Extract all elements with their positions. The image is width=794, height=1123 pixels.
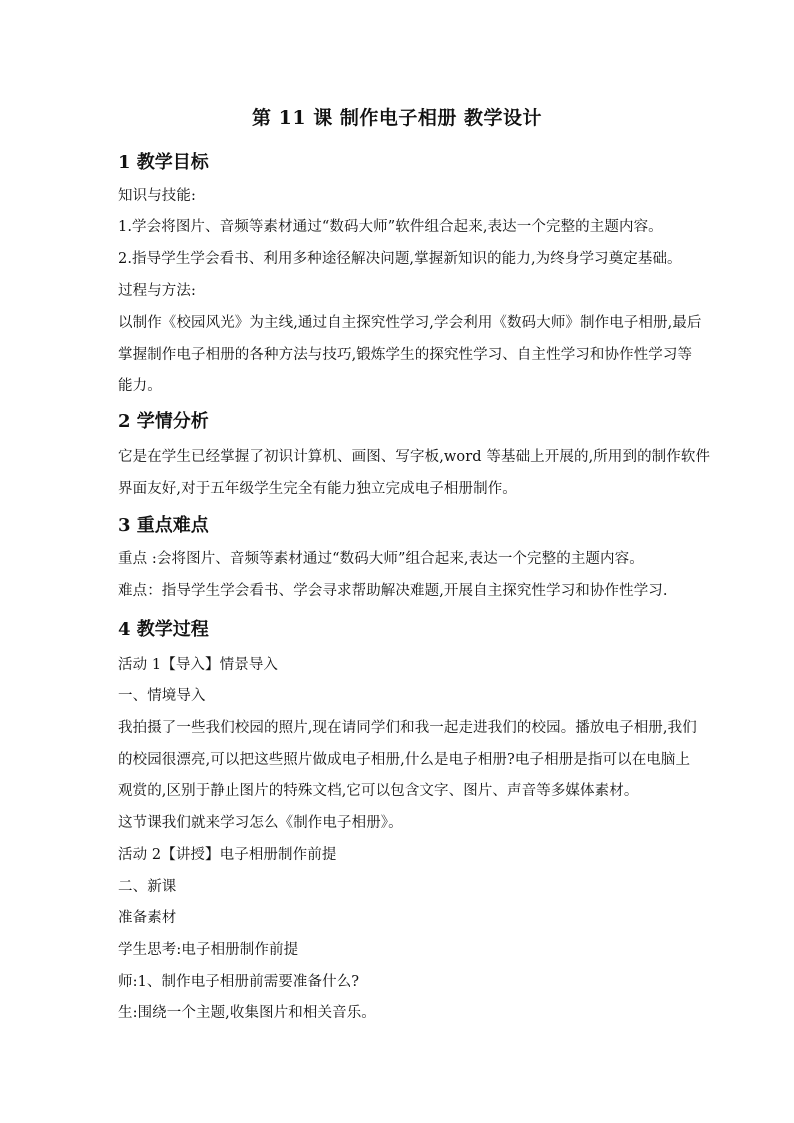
paragraph-line: 二、新课	[118, 879, 177, 895]
section-heading-objectives: 1 教学目标	[118, 152, 209, 173]
section-heading-process: 4 教学过程	[118, 619, 209, 640]
paragraph-line: 学生思考:电子相册制作前提	[118, 942, 299, 958]
paragraph-line: 生:围绕一个主题,收集图片和相关音乐。	[118, 1005, 376, 1021]
paragraph-line: 掌握制作电子相册的各种方法与技巧,锻炼学生的探究性学习、自主性学习和协作性学习等	[118, 347, 693, 363]
paragraph-line: 这节课我们就来学习怎么《制作电子相册》。	[118, 815, 403, 831]
document-title: 第 11 课 制作电子相册 教学设计	[252, 107, 542, 129]
paragraph-line: 它是在学生已经掌握了初识计算机、画图、写字板,word 等基础上开展的,所用到的制作软件	[118, 449, 711, 465]
paragraph-line: 2.指导学生学会看书、利用多种途径解决问题,掌握新知识的能力,为终身学习奠定基础。	[118, 251, 682, 267]
paragraph-line: 活动 2【讲授】电子相册制作前提	[118, 847, 337, 863]
paragraph-line: 师:1、制作电子相册前需要准备什么?	[118, 974, 360, 990]
paragraph-line: 我拍摄了一些我们校园的照片,现在请同学们和我一起走进我们的校园。播放电子相册,我们	[118, 720, 697, 736]
paragraph-line: 过程与方法:	[118, 283, 196, 299]
paragraph-line: 能力。	[118, 378, 162, 394]
section-heading-analysis: 2 学情分析	[118, 411, 209, 432]
paragraph-line: 的校园很漂亮,可以把这些照片做成电子相册,什么是电子相册?电子相册是指可以在电脑上	[118, 752, 691, 768]
paragraph-line: 1.学会将图片、音频等素材通过“数码大师”软件组合起来,表达一个完整的主题内容。	[118, 219, 663, 235]
paragraph-line: 以制作《校园风光》为主线,通过自主探究性学习,学会利用《数码大师》制作电子相册,最后	[118, 315, 702, 331]
paragraph-line: 难点：指导学生学会看书、学会寻求帮助解决难题,开展自主探究性学习和协作性学习.	[118, 583, 668, 599]
paragraph-line: 活动 1【导入】情景导入	[118, 657, 279, 673]
paragraph-line: 知识与技能:	[118, 188, 196, 204]
section-heading-key-points: 3 重点难点	[118, 515, 209, 536]
paragraph-line: 一、情境导入	[118, 688, 206, 704]
paragraph-line: 界面友好,对于五年级学生完全有能力独立完成电子相册制作。	[118, 481, 517, 497]
paragraph-line: 重点 :会将图片、音频等素材通过“数码大师”组合起来,表达一个完整的主题内容。	[118, 551, 644, 567]
paragraph-line: 观赏的,区别于静止图片的特殊文档,它可以包含文字、图片、声音等多媒体素材。	[118, 783, 639, 799]
paragraph-line: 准备素材	[118, 910, 177, 926]
